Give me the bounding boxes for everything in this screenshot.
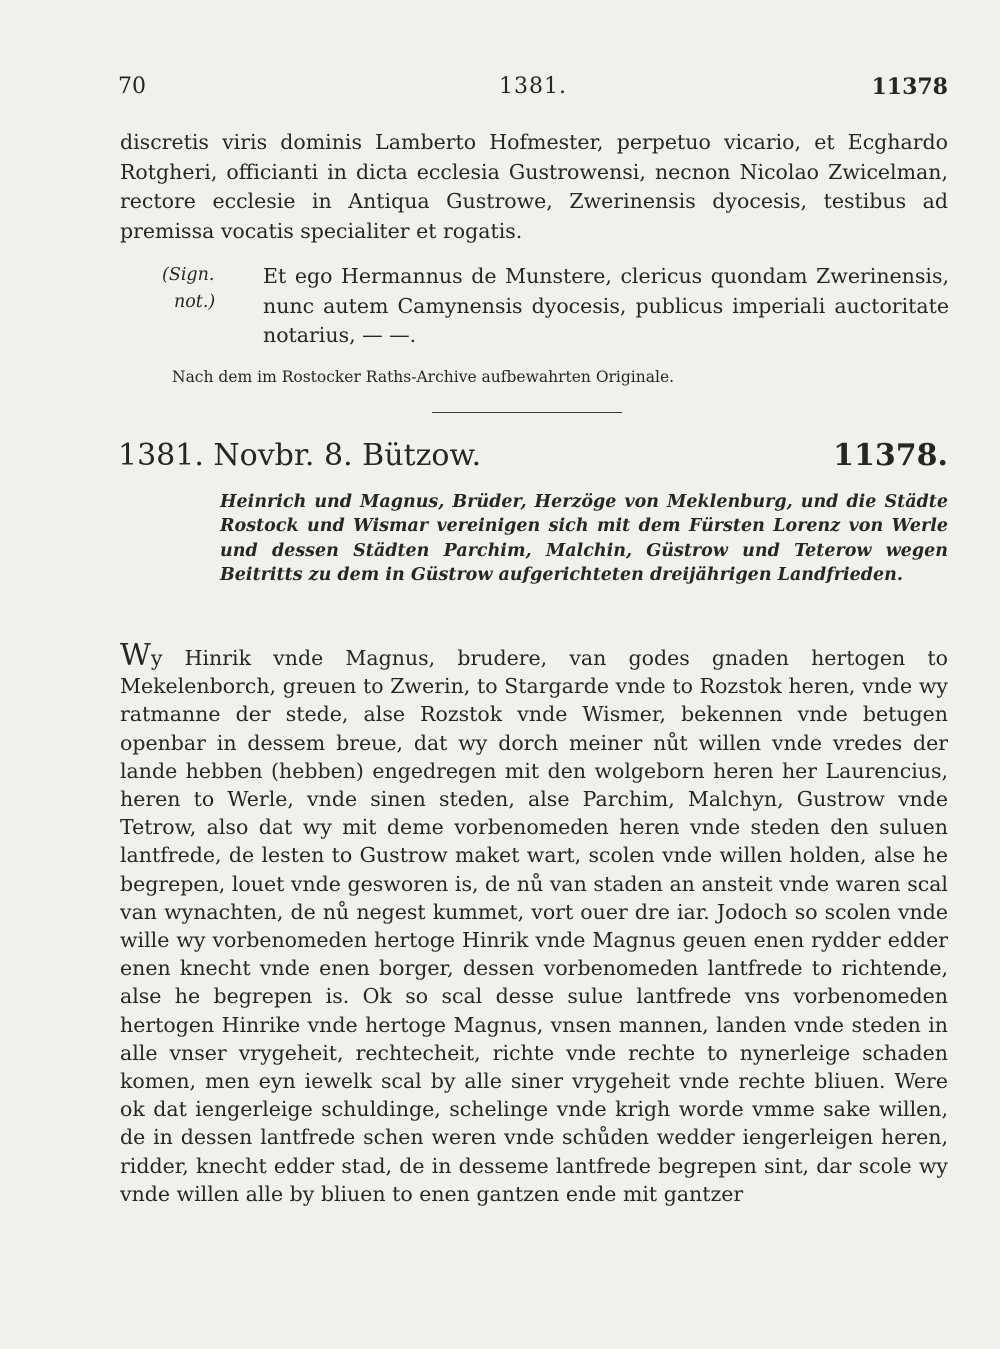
page-header xyxy=(118,74,948,108)
document-heading xyxy=(118,438,948,482)
document-date-place: 1381. Novbr. 8. Bützow. xyxy=(118,438,482,473)
notary-signature-text: Et ego Hermannus de Munstere, clericus quondam Zwerinensis, nunc autem Camynensis dyocesis, publicus imperiali auctoritate notarius, — —. xyxy=(263,264,949,347)
signature-label xyxy=(162,262,215,316)
section-divider xyxy=(432,412,622,413)
running-year: 1381. xyxy=(499,74,567,99)
signature-label-line1: (Sign. xyxy=(162,265,215,285)
document-body xyxy=(120,638,948,1208)
document-body-text: y Hinrik vnde Magnus, brudere, van godes gnaden hertogen to Mekelenborch, greuen to Zwerin, to Stargarde vnde to Rozstok heren, vnde wy ratmanne der stede, alse Rozstok vnde Wismer, bekennen vnde betugen openbar in dessem breue, dat wy dorch meiner nůt willen vnde vredes der lande hebben (hebben) engedregen mit den wolgeborn heren her Laurencius, heren to Werle, vnde sinen steden, alse Parchim, Malchyn, Gustrow vnde Tetrow, also dat wy mit deme vorbenomeden heren vnde steden den suluen lantfrede, de lesten to Gustrow maket wart, scolen vnde willen holden, alse he begrepen, louet vnde gesworen is, de nů van staden an ansteit vnde waren scal van wynachten, de nů negest kummet, vort ouer dre iar. Jodoch so scolen vnde wille wy vorbenomeden hertoge Hinrik vnde Magnus geuen enen rydder edder enen knecht vnde enen borger, dessen vorbenomeden lantfrede to richtende, alse he begrepen is. Ok so scal desse sulue lantfrede vns vorbenomeden hertogen Hinrike vnde hertoge Magnus, vnsen mannen, landen vnde steden in alle vnser vrygeheit, rechtecheit, richte vnde rechte to nynerleige schaden komen, men eyn iewelk scal by alle siner vrygeheit vnde rechte bliuen. Were ok dat iengerleige schuldinge, schelinge vnde krigh worde vmme sake willen, de in dessen lantfrede schen weren vnde schůden wedder iengerleigen heren, ridder, knecht edder stad, de in desseme lantfrede begrepen sint, dar scole wy vnde willen alle by bliuen to enen gantzen ende mit gantzer xyxy=(120,646,948,1206)
running-document-number: 11378 xyxy=(871,74,948,100)
document-number: 11378. xyxy=(833,438,948,473)
page-number: 70 xyxy=(118,74,146,99)
preceding-text: discretis viris dominis Lamberto Hofmester, perpetuo vicario, et Ecghardo Rotgheri, officianti in dicta ecclesia Gustrowensi, necnon Nicolao Zwicelman, rectore ecclesie in Antiqua Gustrowe, Zwerinensis dyocesis, testibus ad premissa vocatis specialiter et rogatis. xyxy=(120,130,948,243)
initial-letter: W xyxy=(120,638,151,673)
document-summary: Heinrich und Magnus, Brüder, Herzöge von Meklenburg, und die Städte Rostock und Wismar vereinigen sich mit dem Fürsten Lorenz von Werle und dessen Städten Parchim, Malchin, Güstrow und Teterow wegen Beitritts zu dem in Güstrow aufgerichteten dreijährigen Landfrieden. xyxy=(220,492,948,586)
signature-label-line2: not.) xyxy=(174,292,216,312)
preceding-text-block xyxy=(120,128,948,246)
source-note: Nach dem im Rostocker Raths-Archive aufbewahrten Originale. xyxy=(172,368,675,386)
